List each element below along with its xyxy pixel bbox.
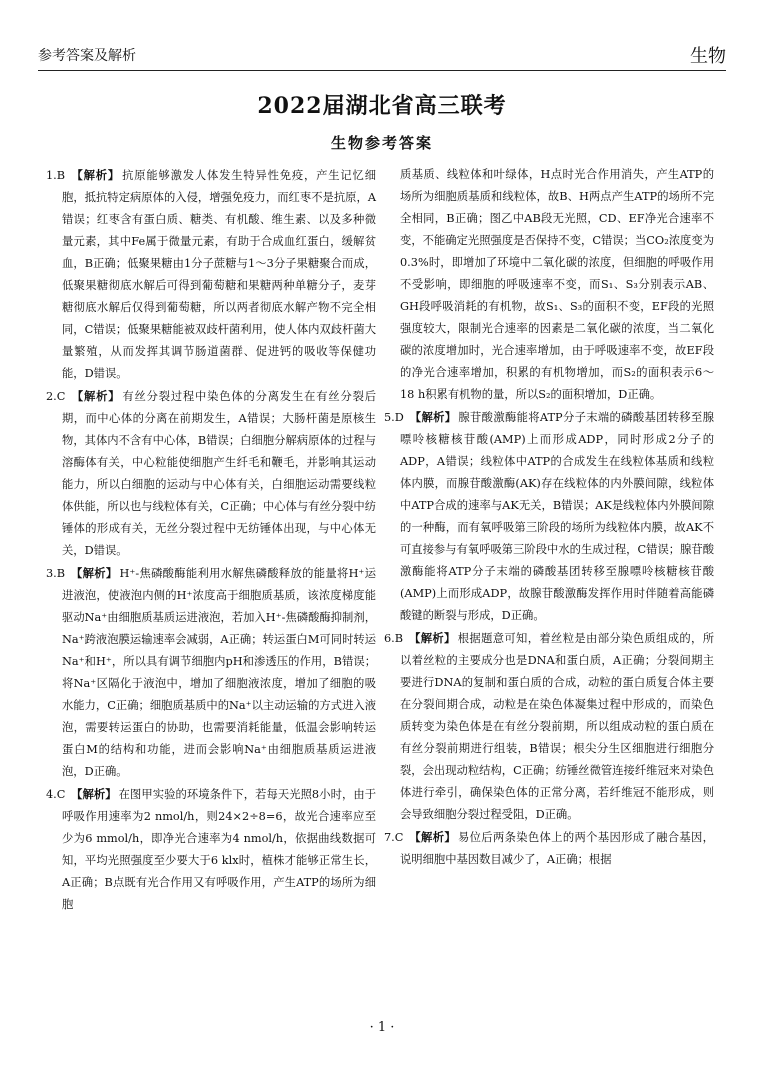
answer-text: 抗原能够激发人体发生特异性免疫，产生记忆细胞，抵抗特定病原体的入侵，增强免疫力，而红枣不是抗原，A错误；红枣含有蛋白质、糖类、有机酸、维生素、以及多种微量元素，其中Fe属于微量元素，有助于合成血红蛋白，缓解贫血，B正确；低聚果糖由1分子蔗糖与1～3分子果糖聚合而成，低聚果糖彻底水解后可得到葡萄糖和果糖两种单糖分子，麦芽糖彻底水解后仅得到葡萄糖，所以两者彻底水解产物不完全相同，C错误；低聚果糖能被双歧杆菌利用，使人体内双歧杆菌大量繁殖，从而发挥其调节肠道菌群、促进钙的吸收等保健功能，D错误。 [62, 169, 376, 380]
header-left-label: 参考答案及解析 [38, 48, 136, 64]
answer-item-4 [46, 783, 376, 916]
page-number: · 1 · [369, 1020, 395, 1035]
answer-number: 4.C [46, 788, 66, 801]
answer-text: H⁺-焦磷酸酶能利用水解焦磷酸释放的能量将H⁺运进液泡，使液泡内侧的H⁺浓度高于细胞质基质，该浓度梯度能驱动Na⁺由细胞质基质运进液泡，若加入H⁺-焦磷酸酶抑制剂，Na⁺跨液泡膜运输速率会减弱，A正确；转运蛋白M可同时转运Na⁺和H⁺，所以具有调节细胞内pH和渗透压的作用，B错误；将Na⁺区隔化于液泡中，增加了细胞液浓度，增加了细胞的吸水能力，C正确；细胞质基质中的Na⁺以主动运输的方式进入液泡，需要转运蛋白的协助，也需要消耗能量，低温会影响转运蛋白M的结构和功能，进而会影响Na⁺由细胞质基质运进液泡，D正确。 [62, 567, 377, 778]
answer-text: 根据题意可知，着丝粒是由部分染色质组成的，所以着丝粒的主要成分也是DNA和蛋白质，A正确；分裂间期主要进行DNA的复制和蛋白质的合成，动粒的蛋白质复合体主要在分裂间期合成，动粒是在染色体凝集过程中形成的，而染色质转变为染色体是在有丝分裂前期，所以组成动粒的蛋白质在有丝分裂前期进行组装，B错误；根尖分生区细胞进行细胞分裂，会出现动粒结构，C正确；纺锤丝微管连接纤维冠来对染色体进行牵引，确保染色体的正常分离，若纤维冠不能形成，则会导致细胞分裂过程受阻，D正确。 [400, 632, 714, 821]
answer-item-3 [46, 562, 376, 783]
answer-number: 7.C [384, 831, 404, 844]
answer-number: 2.C [46, 390, 66, 403]
analysis-tag: 【解析】 [409, 410, 457, 424]
answer-item-4-continued [384, 164, 714, 406]
page-header [38, 40, 726, 71]
left-column [46, 164, 376, 916]
answer-number: 5.D [384, 411, 404, 424]
answer-item-7 [384, 826, 714, 871]
answer-text: 易位后两条染色体上的两个基因形成了融合基因，说明细胞中基因数目减少了，A正确；根据 [400, 831, 714, 866]
answer-text: 在图甲实验的环境条件下，若每天光照8小时，由于呼吸作用速率为2 nmol/h，则24×2÷8=6，故光合速率应至少为6 mmol/h，即净光合速率为4 nmol/h，依据曲线数据可知，平均光照强度至少要大于6 klx时，植株才能够正常生长，A正确；B点既有光合作用又有呼吸作用，产生ATP的场所为细胞 [62, 788, 376, 911]
answer-text: 质基质、线粒体和叶绿体，H点时光合作用消失，产生ATP的场所为细胞质基质和线粒体，故B、H两点产生ATP的场所不完全相同，B正确；图乙中AB段无光照，CD、EF净光合速率不变，不能确定光照强度是否保持不变，C错误；当CO₂浓度变为0.3%时，即增加了环境中二氧化碳的浓度，但细胞的呼吸作用不受影响，即细胞的呼吸速率不变，而S₁、S₃分别表示AB、GH段呼吸消耗的有机物，故S₁、S₃的面积不变，EF段的光照强度较大，限制光合速率的因素是二氧化碳的浓度，当二氧化碳的浓度增加时，光合速率增加，由于呼吸速率不变，故EF段的净光合速率增加，积累的有机物增加，而S₂的面积表示6～18 h积累有机物的量，所以S₂的面积增加，D正确。 [400, 168, 714, 401]
page-title: 2022届湖北省高三联考 [257, 93, 507, 119]
analysis-tag: 【解析】 [71, 389, 121, 403]
answer-item-5 [384, 406, 714, 627]
answer-item-2 [46, 385, 376, 562]
answer-number: 6.B [384, 632, 404, 645]
answer-item-6 [384, 627, 714, 826]
analysis-tag: 【解析】 [409, 631, 456, 645]
answer-number: 3.B [46, 567, 66, 580]
answer-number: 1.B [46, 169, 66, 182]
analysis-tag: 【解析】 [71, 787, 117, 801]
analysis-tag: 【解析】 [71, 168, 121, 182]
header-subject-label: 生物 [690, 46, 726, 67]
right-column [384, 164, 714, 871]
page-subtitle: 生物参考答案 [330, 134, 433, 152]
analysis-tag: 【解析】 [409, 830, 456, 844]
answer-text: 腺苷酸激酶能将ATP分子末端的磷酸基团转移至腺嘌呤核糖核苷酸(AMP)上而形成ADP，同时形成2分子的ADP，A错误；线粒体中ATP的合成发生在线粒体基质和线粒体内膜，而腺苷酸激酶(AK)存在线粒体的内外膜间隙，线粒体中ATP合成的速率与AK无关，B错误；AK是线粒体内外膜间隙的一种酶，而有氧呼吸第三阶段的场所为线粒体内膜，故AK不可直接参与有氧呼吸第三阶段中水的生成过程，C错误；腺苷酸激酶能将ATP分子末端的磷酸基团转移至腺嘌呤核糖核苷酸(AMP)上而形成ADP，故腺苷酸激酶发挥作用时伴随着高能磷酸键的断裂与形成，D正确。 [400, 411, 714, 622]
analysis-tag: 【解析】 [71, 566, 118, 580]
answer-text: 有丝分裂过程中染色体的分离发生在有丝分裂后期，而中心体的分离在前期发生，A错误；大肠杆菌是原核生物，其体内不含有中心体，B错误；白细胞分解病原体的过程与溶酶体有关，中心粒能使细胞产生纤毛和鞭毛，并影响其运动能力，所以白细胞的运动与中心体有关，白细胞运动需要线粒体供能，所以也与线粒体有关，C正确；中心体与有丝分裂中纺锤体的形成有关，无丝分裂过程中无纺锤体出现，与中心体无关，D错误。 [62, 390, 376, 557]
answer-item-1 [46, 164, 376, 385]
